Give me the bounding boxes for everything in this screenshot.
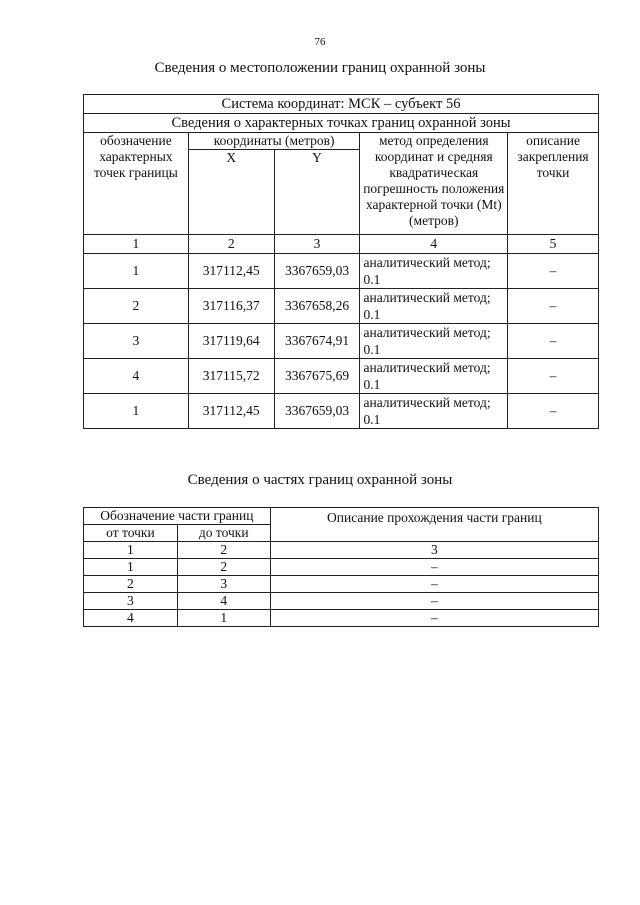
part-description: – (270, 593, 598, 610)
parts-table (83, 507, 599, 627)
to-point: 2 (177, 559, 270, 576)
y-value: 3367674,91 (274, 324, 360, 359)
part-description: – (270, 576, 598, 593)
y-value: 3367658,26 (274, 289, 360, 324)
table-row (84, 394, 599, 429)
table-row (84, 559, 599, 576)
header-part-description: Описание прохождения части границ (270, 508, 598, 542)
from-point: 2 (84, 576, 178, 593)
part-description: – (270, 559, 598, 576)
column-number: 2 (188, 235, 274, 254)
header-designation: обозначение характерных точек границы (84, 133, 189, 235)
column-number: 2 (177, 542, 270, 559)
point-label: 2 (84, 289, 189, 324)
table-row (84, 610, 599, 627)
method-value: аналитический метод; 0.1 (360, 324, 508, 359)
description-value: – (508, 289, 599, 324)
coord-system-label: Система координат: МСК – субъект 56 (84, 95, 599, 114)
header-x: X (188, 150, 274, 235)
header-from-point: от точки (84, 525, 178, 542)
method-value: аналитический метод; 0.1 (360, 254, 508, 289)
table-row (84, 289, 599, 324)
point-label: 4 (84, 359, 189, 394)
method-value: аналитический метод; 0.1 (360, 289, 508, 324)
section-title-boundaries: Сведения о местоположении границ охранной зоны (154, 60, 486, 76)
from-point: 3 (84, 593, 178, 610)
column-number: 4 (360, 235, 508, 254)
x-value: 317119,64 (188, 324, 274, 359)
table-row (84, 359, 599, 394)
method-value: аналитический метод; 0.1 (360, 394, 508, 429)
from-point: 4 (84, 610, 178, 627)
to-point: 1 (177, 610, 270, 627)
header-part-designation: Обозначение части границ (84, 508, 271, 525)
column-number: 1 (84, 542, 178, 559)
to-point: 3 (177, 576, 270, 593)
x-value: 317112,45 (188, 254, 274, 289)
column-number: 3 (274, 235, 360, 254)
y-value: 3367675,69 (274, 359, 360, 394)
header-y: Y (274, 150, 360, 235)
header-to-point: до точки (177, 525, 270, 542)
y-value: 3367659,03 (274, 394, 360, 429)
x-value: 317116,37 (188, 289, 274, 324)
page-number: 76 (314, 36, 326, 48)
column-number: 5 (508, 235, 599, 254)
header-method: метод определения координат и средняя квадратическая погрешность положения характерной точки (Mt) (метров) (360, 133, 508, 235)
column-number: 3 (270, 542, 598, 559)
description-value: – (508, 254, 599, 289)
description-value: – (508, 394, 599, 429)
points-table (83, 94, 599, 429)
x-value: 317112,45 (188, 394, 274, 429)
from-point: 1 (84, 559, 178, 576)
x-value: 317115,72 (188, 359, 274, 394)
column-number: 1 (84, 235, 189, 254)
points-subtitle: Сведения о характерных точках границ охранной зоны (84, 114, 599, 133)
table-row (84, 576, 599, 593)
point-label: 3 (84, 324, 189, 359)
description-value: – (508, 359, 599, 394)
method-value: аналитический метод; 0.1 (360, 359, 508, 394)
description-value: – (508, 324, 599, 359)
section-title-parts: Сведения о частях границ охранной зоны (187, 472, 453, 488)
point-label: 1 (84, 394, 189, 429)
header-description: описание закрепления точки (508, 133, 599, 235)
to-point: 4 (177, 593, 270, 610)
y-value: 3367659,03 (274, 254, 360, 289)
table-row (84, 593, 599, 610)
header-coordinates: координаты (метров) (188, 133, 360, 150)
point-label: 1 (84, 254, 189, 289)
table-row (84, 324, 599, 359)
table-row (84, 254, 599, 289)
part-description: – (270, 610, 598, 627)
